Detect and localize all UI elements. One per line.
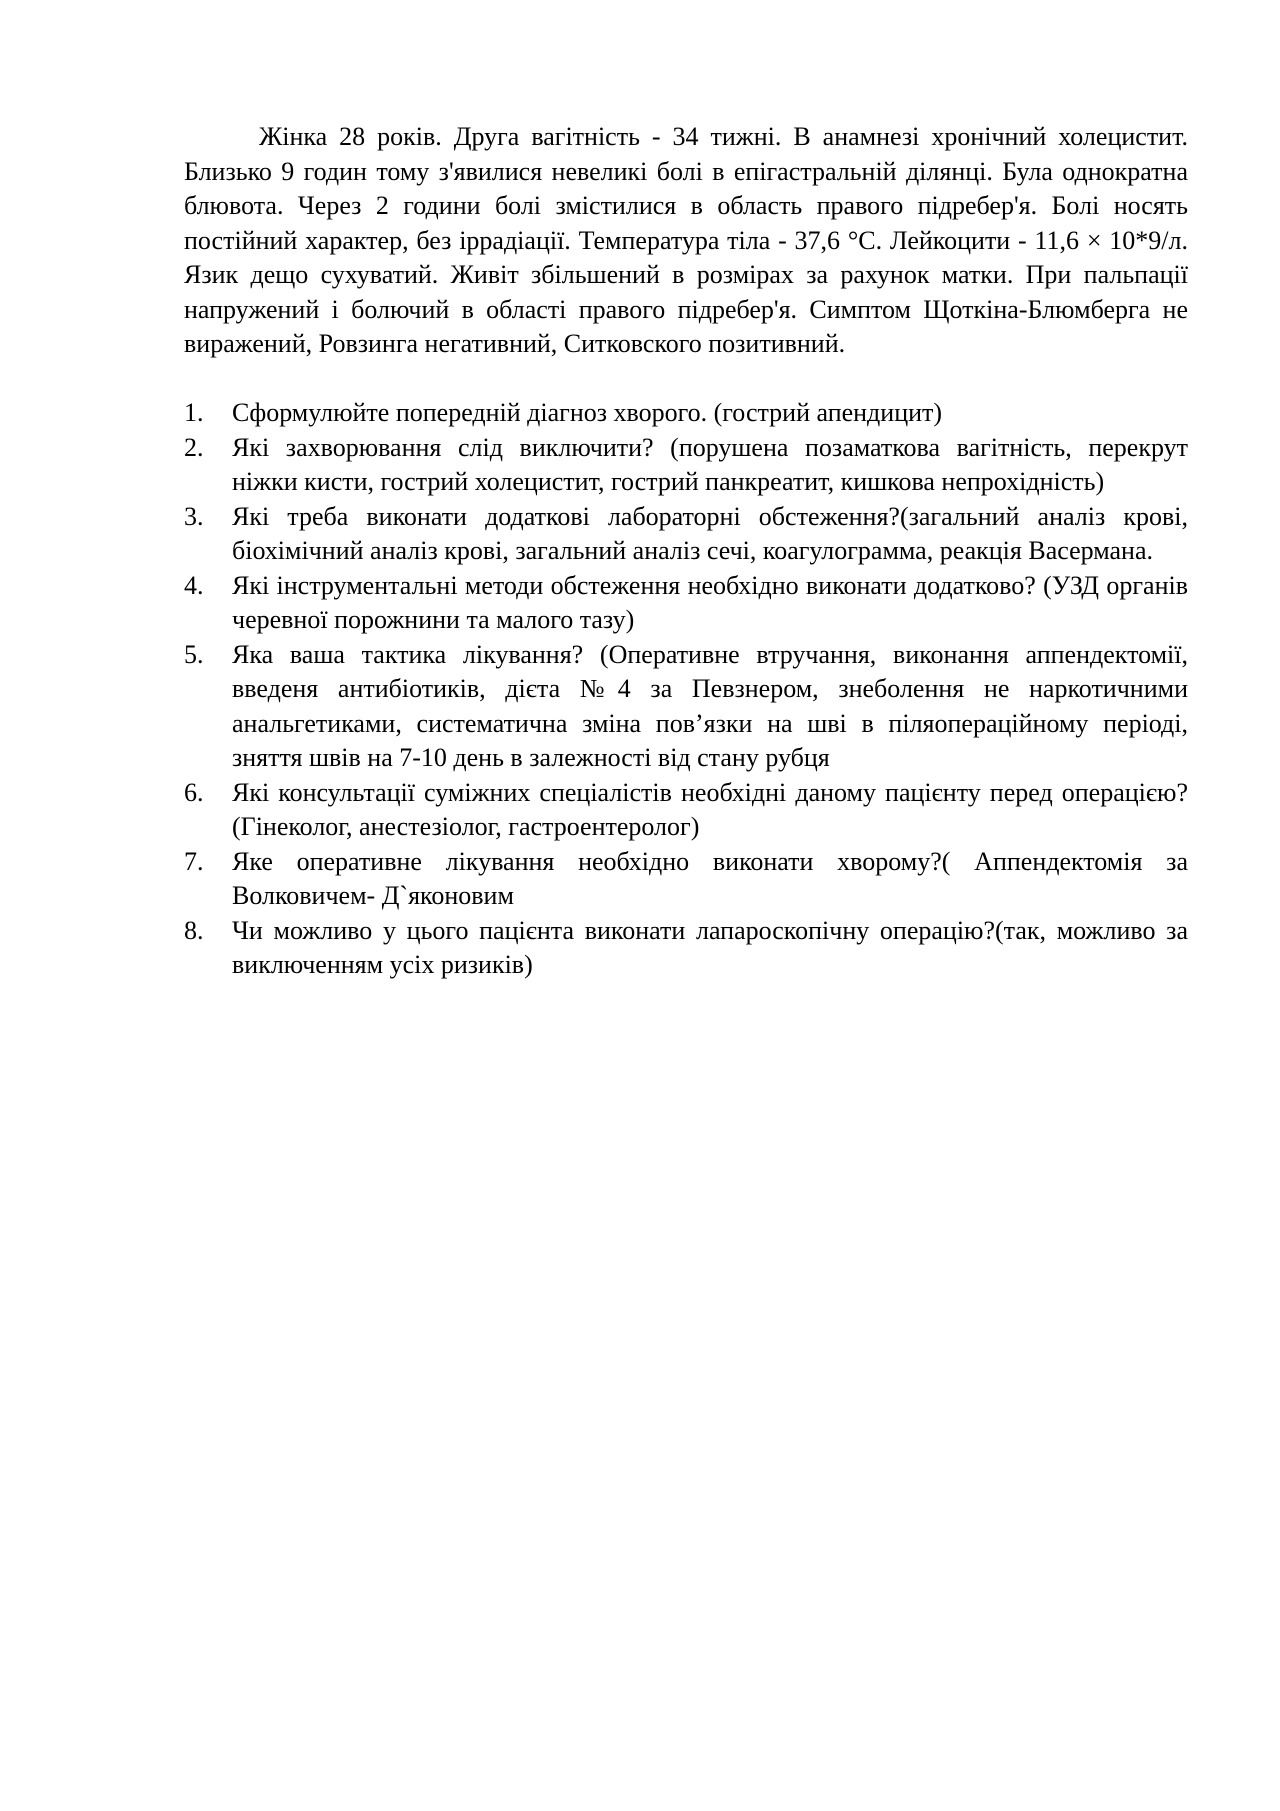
question-text: Чи можливо у цього пацієнта виконати лапароскопічну операцію?(так, можливо за виключенням усіх ризиків) [232,915,1188,979]
question-number: 5. [184,639,204,669]
question-text: Сформулюйте попередній діагноз хворого. (гострий апендицит) [232,398,943,427]
question-number: 2. [184,432,204,462]
question-item-1 [184,396,1188,431]
question-number: 7. [184,846,204,876]
question-item-3 [184,500,1188,569]
question-number: 3. [184,501,204,531]
case-description: Жінка 28 років. Друга вагітність - 34 тижні. В анамнезі хронічний холецистит. Близько 9 годин тому з'явилися невеликі болі в епігастральній ділянці. Була однократна блювота. Через 2 години болі змістилися в область правого підребер'я. Болі носять постійний характер, без іррадіації. Температура тіла - 37,6 °С. Лейкоцити - 11,6 × 10*9/л. Язик дещо сухуватий. Живіт збільшений в розмірах за рахунок матки. При пальпації напружений і болючий в області правого підребер'я. Симптом Щоткіна-Блюмберга не виражений, Ровзинга негативний, Ситковского позитивний. [184,122,1188,358]
question-number: 1. [184,398,204,427]
question-list [184,396,1188,983]
question-text: Яке оперативне лікування необхідно виконати хворому?( Аппендектомія за Волковичем- Д`яконовим [232,846,1188,910]
question-text: Які треба виконати додаткові лабораторні обстеження?(загальний аналіз крові, біохімічний аналіз крові, загальний аналіз сечі, коагулограмма, реакція Васермана. [232,501,1188,565]
question-text: Які захворювання слід виключити? (порушена позаматкова вагітність, перекрут ніжки кисти, гострий холецистит, гострий панкреатит, кишкова непрохідність) [232,432,1188,496]
document-page [184,120,1188,983]
question-item-7 [184,845,1188,914]
question-number: 8. [184,915,204,945]
question-item-8 [184,914,1188,983]
question-text: Які інструментальні методи обстеження необхідно виконати додатково? (УЗД органів черевної порожнини та малого тазу) [232,570,1188,634]
question-item-4 [184,569,1188,638]
question-text: Які консультації суміжних спеціалістів необхідні даному пацієнту перед операцією?(Гінеколог, анестезіолог, гастроентеролог) [232,777,1188,841]
question-text: Яка ваша тактика лікування? (Оперативне втручання, виконання аппендектомії, введеня антибіотиків, дієта №4 за Певзнером, знеболення не наркотичними анальгетиками, систематична зміна пов’язки на шві в піляопераційному періоді, зняття швів на 7-10 день в залежності від стану рубця [232,639,1188,772]
question-item-5 [184,638,1188,776]
paragraph-spacer [184,362,1188,397]
question-item-2 [184,431,1188,500]
question-item-6 [184,776,1188,845]
question-number: 6. [184,777,204,807]
question-number: 4. [184,570,204,600]
